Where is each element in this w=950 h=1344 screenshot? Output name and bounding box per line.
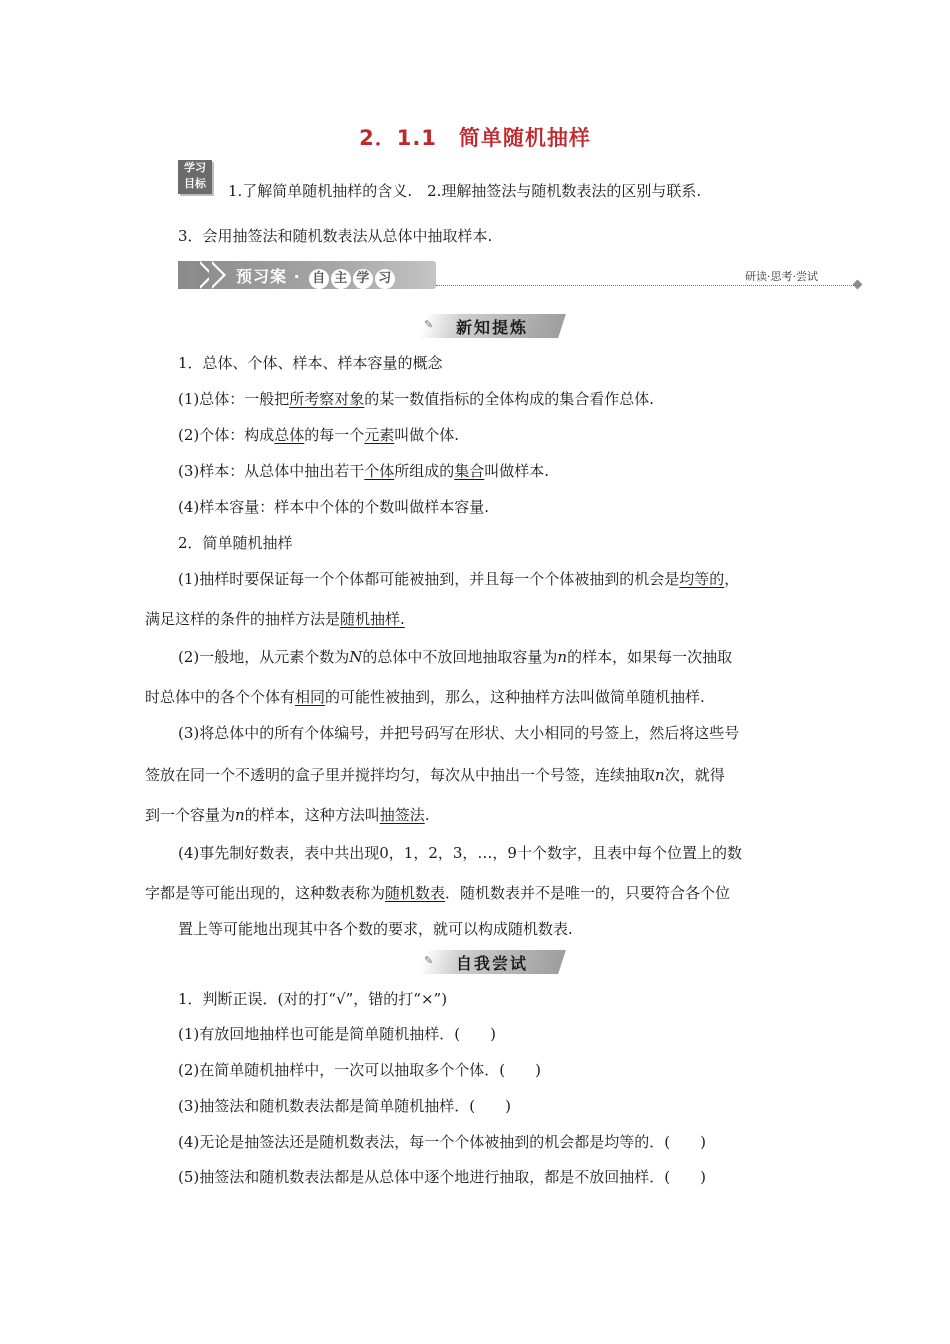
chevron-mask: [209, 261, 223, 289]
banner-right-label: 研读·思考·尝试: [745, 270, 818, 283]
question: (3)抽签法和随机数表法都是简单随机抽样．( ): [178, 1097, 511, 1115]
paragraph: (4)事先制好数表，表中共出现0，1，2，3，…，9十个数字，且表中每个位置上的数: [178, 844, 742, 862]
paragraph: (1)抽样时要保证每一个个体都可能被抽到，并且每一个个体被抽到的机会是均等的，: [178, 570, 740, 588]
paragraph: (3)将总体中的所有个体编号，并把号码写在形状、大小相同的号签上，然后将这些号: [178, 724, 740, 742]
learning-goals-badge: [178, 160, 212, 194]
banner-char: 自: [309, 269, 329, 289]
banner-dot: ·: [293, 267, 301, 286]
goal-line-1: 1.了解简单随机抽样的含义. 2.理解抽签法与随机数表法的区别与联系.: [228, 182, 702, 200]
underlined-answer: 所考察对象: [289, 390, 365, 408]
question: (4)无论是抽签法还是随机数表法，每一个个体被抽到的机会都是均等的．( ): [178, 1133, 706, 1151]
banner-label: 预习案: [236, 267, 288, 286]
underlined-answer: 随机数表: [385, 884, 446, 902]
banner-char: 主: [331, 269, 351, 289]
pencil-icon: ✎: [424, 318, 434, 331]
underlined-answer: 个体: [364, 462, 395, 480]
paragraph: (3)样本：从总体中抽出若干个体所组成的集合叫做样本.: [178, 462, 550, 480]
paragraph: 置上等可能地出现其中各个数的要求，就可以构成随机数表.: [178, 920, 573, 938]
question: (1)有放回地抽样也可能是简单随机抽样．( ): [178, 1025, 496, 1043]
paragraph: (2)一般地，从元素个数为N的总体中不放回地抽取容量为n的样本，如果每一次抽取: [178, 648, 733, 666]
section-heading-self-test: [422, 950, 562, 974]
underlined-answer: 集合: [454, 462, 485, 480]
underlined-answer: 均等的: [679, 570, 725, 588]
preview-banner: [178, 261, 436, 289]
question: (2)在简单随机抽样中，一次可以抽取多个个体．( ): [178, 1061, 541, 1079]
diamond-icon: [853, 280, 863, 290]
underlined-answer: 相同: [295, 688, 326, 706]
question: (5)抽签法和随机数表法都是从总体中逐个地进行抽取，都是不放回抽样．( ): [178, 1168, 706, 1186]
paragraph: 满足这样的条件的抽样方法是随机抽样.: [145, 610, 405, 628]
paragraph: 字都是等可能出现的，这种数表称为随机数表．随机数表并不是唯一的，只要符合各个位: [145, 884, 731, 902]
underlined-answer: 抽签法: [379, 806, 425, 824]
banner-char: 学: [353, 269, 373, 289]
badge-line-2: 目标: [184, 177, 206, 190]
banner-title: [236, 264, 395, 289]
pencil-icon: ✎: [424, 954, 434, 967]
paragraph: (1)总体：一般把所考察对象的某一数值指标的全体构成的集合看作总体.: [178, 390, 655, 408]
badge-line-1: 学习: [184, 161, 206, 174]
section-heading-new-knowledge: [422, 314, 562, 338]
paragraph: 签放在同一个不透明的盒子里并搅拌均匀，每次从中抽出一个号签，连续抽取n次，就得: [145, 766, 725, 784]
paragraph: 时总体中的各个个体有相同的可能性被抽到，那么，这种抽样方法叫做简单随机抽样.: [145, 688, 705, 706]
section-heading-text: 新知提炼: [455, 318, 528, 337]
paragraph: 到一个容量为n的样本，这种方法叫抽签法.: [145, 806, 430, 824]
banner-char: 习: [375, 269, 395, 289]
page-title: 2．1.1 简单随机抽样: [359, 126, 591, 150]
question: 1．判断正误．(对的打“√”，错的打“×”): [178, 990, 448, 1008]
section-heading-text: 自我尝试: [455, 954, 528, 973]
paragraph: (2)个体：构成总体的每一个元素叫做个体.: [178, 426, 460, 444]
paragraph: 2．简单随机抽样: [178, 534, 293, 552]
underlined-answer: 随机抽样.: [340, 610, 405, 628]
banner-rule: [436, 285, 856, 286]
goal-line-2: 3．会用抽签法和随机数表法从总体中抽取样本.: [178, 227, 493, 245]
paragraph: (4)样本容量：样本中个体的个数叫做样本容量.: [178, 498, 490, 516]
underlined-answer: 总体: [274, 426, 305, 444]
paragraph: 1．总体、个体、样本、样本容量的概念: [178, 354, 443, 372]
underlined-answer: 元素: [364, 426, 395, 444]
